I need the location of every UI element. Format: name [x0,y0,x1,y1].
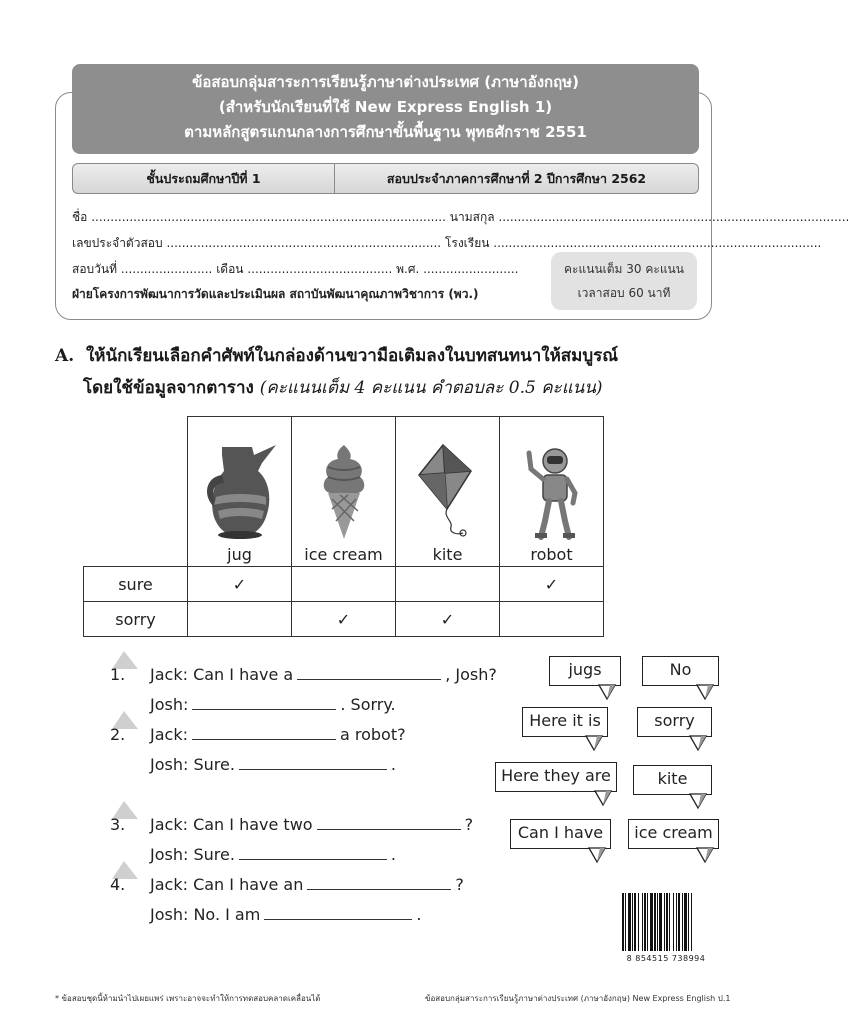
question-text: Jack: Can I have an [150,875,304,894]
check-mark: ✓ [292,602,396,637]
question-text: Josh: Sure. [150,755,235,774]
vocab-table [83,416,604,637]
word-box-label: sorry [654,711,695,730]
check-mark: ✓ [500,567,604,602]
table-row [84,602,604,637]
name-field[interactable]: ............................................................................................. [91,210,446,224]
question-4-line1 [110,875,464,894]
answer-blank[interactable] [239,859,387,860]
name-row [72,208,849,227]
question-text: Josh: No. I am [150,905,261,924]
barcode [620,893,712,963]
question-text: Josh: Sure. [150,845,235,864]
question-4-line2 [150,905,421,924]
question-1-line2 [150,695,396,714]
answer-blank[interactable] [192,739,336,740]
word-box-can-i-have[interactable] [510,819,611,849]
row-label-sure: sure [84,567,188,602]
score-time-box [551,252,697,310]
speech-tail-icon [588,848,606,863]
exam-id-label: เลขประจำตัวสอบ [72,236,163,250]
robot-cell [500,417,604,567]
word-box-here-they-are[interactable] [495,762,617,792]
question-2-line2 [150,755,396,774]
item-label-ice-cream: ice cream [304,545,383,564]
section-a-instruction-line1 [55,342,618,369]
surname-field[interactable]: ............................................................................................ [498,210,849,224]
word-box-label: Can I have [517,823,604,842]
check-mark [292,567,396,602]
check-mark [396,567,500,602]
name-label: ชื่อ [72,210,88,224]
word-box-ice-cream[interactable] [628,819,719,849]
word-box-label: ice cream [634,823,713,842]
exam-time: เวลาสอบ 60 นาที [577,286,671,300]
question-text: ? [464,815,474,834]
check-mark: ✓ [188,567,292,602]
ice-cream-cell [292,417,396,567]
month-label: เดือน [216,262,244,276]
check-mark [188,602,292,637]
answer-blank[interactable] [317,829,461,830]
exam-date-label: สอบวันที่ [72,262,117,276]
word-box-sorry[interactable] [637,707,712,737]
exam-title-line2: (สำหรับนักเรียนที่ใช้ New Express English 1) [218,98,553,116]
question-text: a robot? [339,725,406,744]
footer-note-right: ข้อสอบกลุ่มสาระการเรียนรู้ภาษาต่างประเทศ (ภาษาอังกฤษ) New Express English ป.1 [425,994,731,1003]
jug-cell [188,417,292,567]
question-text: , Josh? [445,665,497,684]
question-text: . Sorry. [340,695,396,714]
question-number: 1. [110,665,126,684]
question-text: Jack: Can I have a [150,665,294,684]
word-box-label: Here it is [529,711,601,730]
exam-id-field[interactable]: ........................................................................ [166,236,442,250]
question-text: . [416,905,422,924]
instruction-text-1: ให้นักเรียนเลือกคำศัพท์ในกล่องด้านขวามือเติมลงในบทสนทนาให้สมบูรณ์ [85,346,619,366]
speech-tail-icon [689,736,707,751]
section-a-instruction-line2 [83,374,603,401]
word-box-label: Here they are [501,766,611,785]
exam-title-box [72,64,699,154]
footer-note-left: * ข้อสอบชุดนี้ห้ามนำไปเผยแพร่ เพราะอาจจะทำให้การทดสอบคลาดเคลื่อนได้ [55,994,321,1003]
school-label: โรงเรียน [444,236,490,250]
question-number: 2. [110,725,126,744]
barcode-icon [620,893,712,951]
kite-icon [413,441,483,541]
month-field[interactable]: ...................................... [247,262,397,276]
surname-label: นามสกุล [449,210,495,224]
item-label-jug: jug [227,545,252,564]
row-label-sorry: sorry [84,602,188,637]
jug-icon [200,441,280,541]
question-3-line2 [150,845,396,864]
exam-title-line1: ข้อสอบกลุ่มสาระการเรียนรู้ภาษาต่างประเทศ (ภาษาอังกฤษ) [192,73,579,91]
check-mark [500,602,604,637]
speech-tail-icon [696,848,714,863]
term-label: สอบประจำภาคการศึกษาที่ 2 ปีการศึกษา 2562 [386,170,647,186]
answer-blank[interactable] [239,769,387,770]
word-box-label: kite [657,769,688,788]
speech-tail-icon [585,736,603,751]
question-number: 4. [110,875,126,894]
exam-id-row [72,234,821,253]
table-row [84,567,604,602]
word-box-kite[interactable] [633,765,712,795]
item-label-robot: robot [530,545,573,564]
department-line: ฝ่ายโครงการพัฒนาการวัดและประเมินผล สถาบันพัฒนาคุณภาพวิชาการ (พว.) [72,287,479,301]
question-text: Jack: Can I have two [150,815,313,834]
word-box-no[interactable] [642,656,719,686]
picture-row [84,417,604,567]
answer-blank[interactable] [264,919,412,920]
question-text: ? [455,875,464,894]
instruction-text-2: โดยใช้ข้อมูลจากตาราง [83,378,254,398]
section-points: (คะแนนเต็ม 4 คะแนน คำตอบละ 0.5 คะแนน) [259,378,603,398]
full-score: คะแนนเต็ม 30 คะแนน [564,262,684,276]
speech-tail-icon [696,685,714,700]
word-box-label: jugs [568,660,602,679]
question-1-line1 [110,665,497,684]
answer-blank[interactable] [192,709,336,710]
speech-tail-icon [598,685,616,700]
exam-title-line3: ตามหลักสูตรแกนกลางการศึกษาขั้นพื้นฐาน พุทธศักราช 2551 [184,123,587,141]
grade-label: ชั้นประถมศึกษาปีที่ 1 [73,164,335,193]
ice-cream-icon [314,441,374,541]
answer-blank[interactable] [297,679,441,680]
section-letter: A. [55,346,75,366]
barcode-number: 8 854515 738994 [626,954,706,963]
word-box-label: No [669,660,692,679]
exam-date-row [72,260,518,279]
word-box-jugs[interactable] [549,656,621,686]
question-text: Jack: [150,725,188,744]
question-2-line1 [110,725,406,744]
word-box-here-it-is[interactable] [522,707,608,737]
table-corner [84,417,188,567]
question-text: Josh: [150,695,189,714]
year-label: พ.ศ. [396,262,420,276]
robot-icon [517,441,587,541]
question-text: . [390,845,397,864]
answer-blank[interactable] [307,889,451,890]
year-field[interactable]: ......................... [423,262,519,276]
question-number: 3. [110,815,126,834]
exam-date-field[interactable]: ........................ [120,262,217,276]
check-mark: ✓ [396,602,500,637]
speech-tail-icon [594,791,612,806]
item-label-kite: kite [432,545,463,564]
question-3-line1 [110,815,473,834]
grade-term-bar [72,163,699,194]
kite-cell [396,417,500,567]
school-field[interactable]: ...................................................................................... [493,236,822,250]
speech-tail-icon [689,794,707,809]
question-text: . [390,755,397,774]
